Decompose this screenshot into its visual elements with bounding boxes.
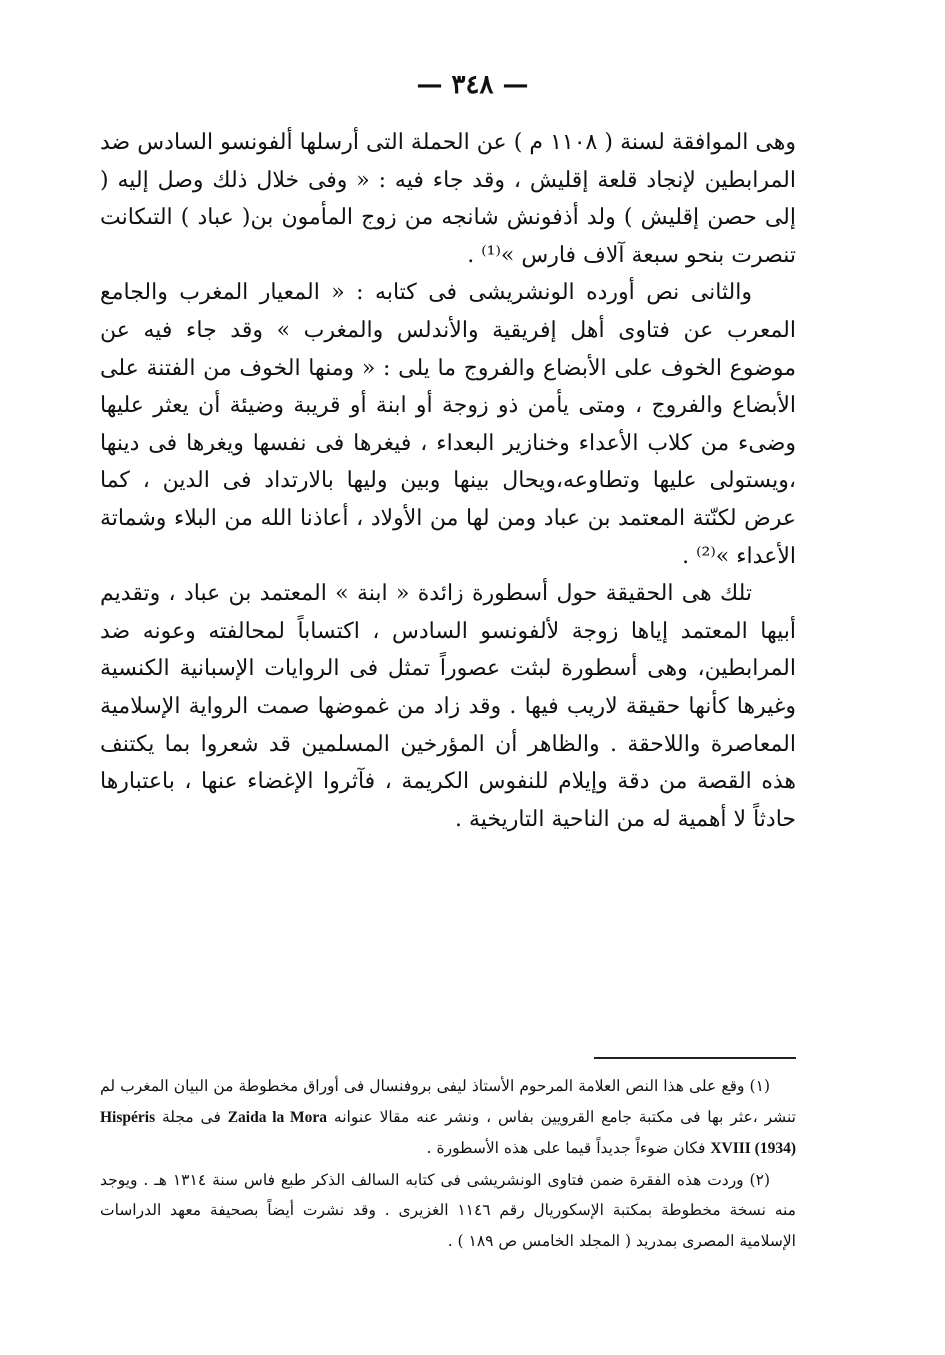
- paragraph-2: والثانى نص أورده الونشريشى فى كتابه : « المعيار المغرب والجامع المعرب عن فتاوى أهل إفريقية والأندلس والمغرب » وقد جاء فيه عن موضوع الخوف على الأبضاع والفروج ما يلى : « ومنها الخوف من الفتنة على الأبضاع والفروج ، ومتى يأمن ذو زوجة أو ابنة أو قريبة وضيئة أن يعثر عليها وضىء من كلاب الأعداء وخنازير البعداء ، فيغرها فى نفسها ويغرها فى دينها ،ويستولى عليها وتطاوعه،ويحال بينها وبين وليها بالارتداد فى الدين ، كما عرض لكنّتة المعتمد بن عباد ومن لها من الأولاد ، أعاذنا الله من البلاء وشماتة الأعداء »⁽²⁾ .: [100, 280, 796, 569]
- footnote-1-latin-title: Zaida la Mora: [227, 1108, 328, 1126]
- footnote-1-text-b: فى مجلة: [161, 1107, 221, 1126]
- paragraph-1: وهى الموافقة لسنة ( ١١٠٨ م ) عن الحملة التى أرسلها ألفونسو السادس ضد المرابطين لإنجاد قلعة إقليش ، وقد جاء فيه : « وفى خلال ذلك وصل إليه ( إلى حصن إقليش ) ولد أذفونش شانجه من زوج المأمون بن( عباد ) التىكانت تنصرت بنحو سبعة آلاف فارس »⁽¹⁾ .: [100, 130, 796, 268]
- main-text: [100, 124, 796, 838]
- footnote-1-latin-journal: Hispéris XVIII (1934): [100, 1108, 796, 1157]
- paragraph-3: تلك هى الحقيقة حول أسطورة زائدة « ابنة » المعتمد بن عباد ، وتقديم أبيها المعتمد إياها زوجة لألفونسو السادس ، اكتساباً لمحالفته وعونه ضد المرابطين، وهى أسطورة لبثت عصوراً تمثل فى الروايات الإسبانية الكنسية وغيرها كأنها حقيقة لاريب فيها . وقد زاد من غموضها صمت الرواية الإسلامية المعاصرة واللاحقة . والظاهر أن المؤرخين المسلمين قد شعروا بما يكتنف هذه القصة من دقة وإيلام للنفوس الكريمة ، فآثروا الإغضاء عنها ، باعتبارها حادثاً لا أهمية له من الناحية التاريخية .: [100, 581, 796, 832]
- footnote-divider: [594, 1057, 796, 1059]
- footnote-2: (٢) وردت هذه الفقرة ضمن فتاوى الونشريشى فى كتابه السالف الذكر طبع فاس سنة ١٣١٤ هـ . ويوجد منه نسخة مخطوطة بمكتبة الإسكوريال رقم ١١٤٦ الغزيرى . وقد نشرت أيضاً بصحيفة معهد الدراسات الإسلامية المصرى بمدريد ( المجلد الخامس ص ١٨٩ ) .: [100, 1170, 796, 1250]
- footnote-1: [100, 1071, 796, 1165]
- footnotes: [100, 1071, 796, 1256]
- page-number: — ٣٤٨ —: [416, 70, 529, 100]
- footnote-1-text-a: (١) وقع على هذا النص العلامة المرحوم الأستاذ ليفى بروفنسال فى أوراق مخطوطة من البيان المغرب لم تنشر ،عثر بها فى مكتبة جامع القرويين بفاس ، ونشر عنه مقالا عنوانه: [100, 1077, 796, 1126]
- footnote-1-text-c: فكان ضوءاً جديداً قيما على هذه الأسطورة .: [426, 1139, 706, 1157]
